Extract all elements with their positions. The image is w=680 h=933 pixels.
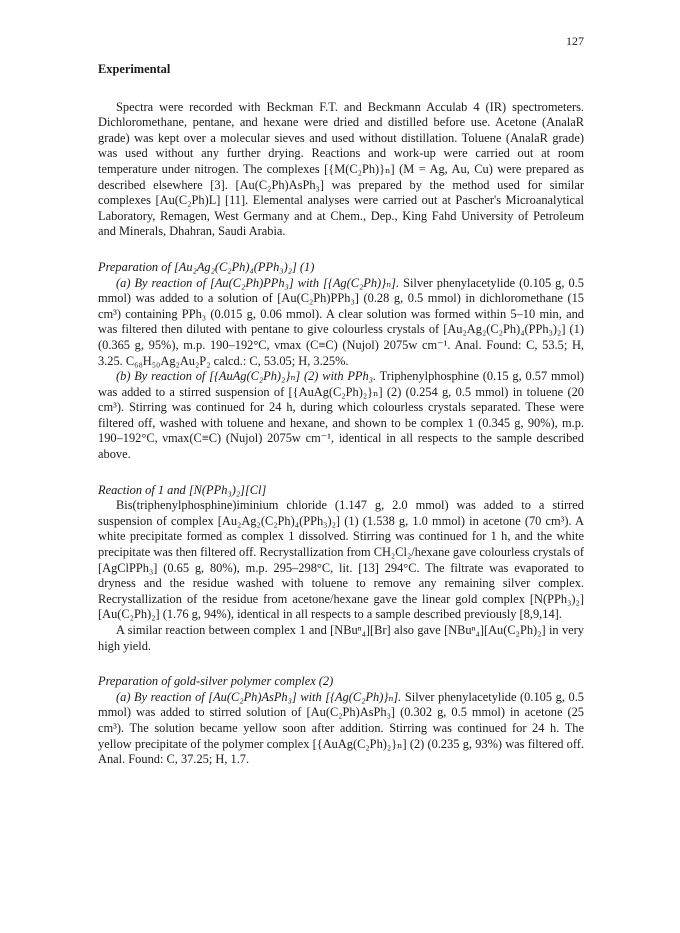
paragraph-1a-text: Silver phenylacetylide (0.105 g, 0.5 mmol) was added to a solution of [Au(C₂Ph)PPh₃] (0.28 g, 0.5 mmol) in dichloromethane (15 cm³) containing PPh₃ (0.015 g, 0.06 mmol). A clear solution was formed within 5–10 min, and was filtered then diluted with pentane to give colourless crystals of [Au₂Ag₂(C₂Ph)₄(PPh₃)₂] (1) (0.365 g, 95%), m.p. 190–192°C, νmax (C≡C) (Nujol) 2075w cm⁻¹. Anal. Found: C, 53.5; H, 3.25. C₆₈H₅₀Ag₂Au₂P₂ calcd.: C, 53.05; H, 3.25%. bbox=[98, 275, 584, 368]
paragraph-2a: Bis(triphenylphosphine)iminium chloride (1.147 g, 2.0 mmol) was added to a stirred suspension of complex [Au₂Ag₂(C₂Ph)₄(PPh₃)₂] (1) (1.538 g, 1.0 mmol) in acetone (70 cm³). A white precipitate formed as complex 1 dissolved. Stirring was continued for 1 h, and the white precipitate was then filtered off. Recrystallization from CH₂Cl₂/hexane gave colourless crystals of [AgClPPh₃] (0.65 g, 80%), m.p. 295–298°C, lit. [13] 294°C. The filtrate was evaporated to dryness and the residue washed with toluene to remove any remaining silver complex. Recrystallization of the residue from acetone/hexane gave the linear gold complex [N(PPh₃)₂][Au(C₂Ph)₂] (1.76 g, 94%), identical in all respects to a sample described previously [8,9,14]. bbox=[98, 498, 584, 622]
article-body bbox=[98, 62, 584, 768]
section-heading: Experimental bbox=[98, 62, 171, 76]
subsection-title-3: Preparation of gold-silver polymer complex (2) bbox=[98, 674, 334, 689]
subsection-title-1: Preparation of [Au₂Ag₂(C₂Ph)₄(PPh₃)₂] (1) bbox=[98, 259, 315, 274]
paragraph-2b: A similar reaction between complex 1 and [NBuⁿ₄][Br] also gave [NBuⁿ₄][Au(C₂Ph)₂] in very high yield. bbox=[98, 623, 584, 653]
paragraph-1b-text: Triphenylphosphine (0.15 g, 0.57 mmol) was added to a stirred suspension of [{AuAg(C₂Ph)₂}ₙ] (2) (0.254 g, 0.5 mmol) in toluene (20 cm³). Stirring was continued for 24 h, during which colourless crystals separated. These were filtered off, washed with toluene and hexane, and shown to be complex 1 (0.345 g, 90%), m.p. 190–192°C, νmax(C≡C) (Nujol) 2075w cm⁻¹, identical in all respects to the sample described above. bbox=[98, 369, 585, 462]
paragraph-1b bbox=[98, 369, 584, 463]
paragraph-3a bbox=[98, 690, 584, 768]
intro-paragraph: Spectra were recorded with Beckman F.T. and Beckmann Acculab 4 (IR) spectrometers. Dichloromethane, pentane, and hexane were dried and distilled before use. Acetone (AnalaR grade) was kept over a molecular sieves and used without distillation. Toluene (AnalaR grade) was used without any further drying. Reactions and work-up were carried out at room temperature under nitrogen. The complexes [{M(C₂Ph)}ₙ] (M = Ag, Au, Cu) were prepared as described elsewhere [3]. [Au(C₂Ph)AsPh₃] was prepared by the method used for similar complexes [Au(C₂Ph)L] [11]. Elemental analyses were carried out at Pascher's Microanalytical Laboratory, Remagen, West Germany and at Chem., Dep., King Fahd University of Petroleum and Minerals, Dhahran, Saudi Arabia. bbox=[98, 99, 584, 239]
paragraph-3a-title: (a) By reaction of [Au(C₂Ph)AsPh₃] with [{Ag(C₂Ph)}ₙ]. bbox=[116, 689, 402, 704]
paragraph-1a bbox=[98, 276, 584, 370]
subsection-title-2: Reaction of 1 and [N(PPh₃)₂][Cl] bbox=[98, 482, 267, 497]
paragraph-1b-title: (b) By reaction of [{AuAg(C₂Ph)₂}ₙ] (2) with PPh₃. bbox=[116, 369, 377, 384]
page-number: 127 bbox=[566, 34, 584, 48]
paragraph-1a-title: (a) By reaction of [Au(C₂Ph)PPh₃] with [{Ag(C₂Ph)}ₙ]. bbox=[116, 275, 400, 290]
paragraph-3a-text: Silver phenylacetylide (0.105 g, 0.5 mmol) was added to stirred solution of [Au(C₂Ph)AsPh₃] (0.302 g, 0.5 mmol) in acetone (25 cm³). The solution became yellow soon after addition. Stirring was continued for 24 h. The yellow precipitate of the polymer complex [{AuAg(C₂Ph)₂}ₙ] (2) (0.235 g, 93%) was filtered off. Anal. Found: C, 37.25; H, 1.7. bbox=[98, 689, 584, 767]
